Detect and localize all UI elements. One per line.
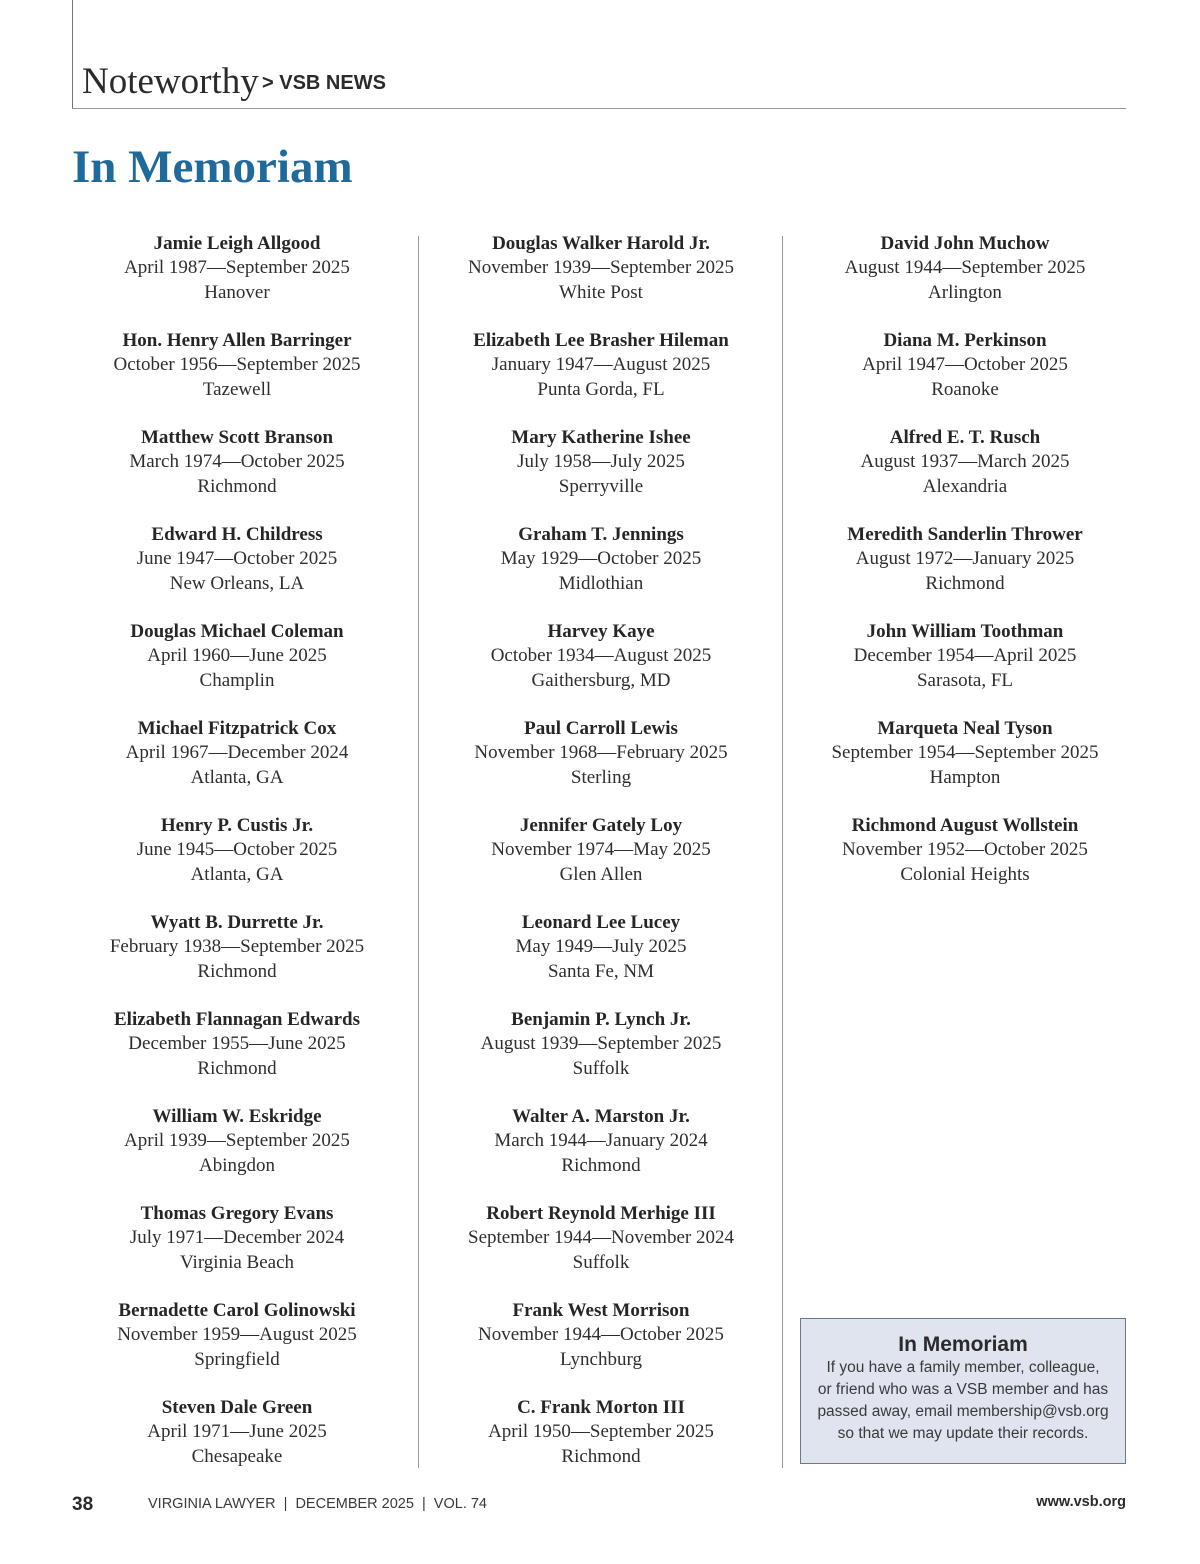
memorial-entry bbox=[440, 620, 762, 717]
memorial-entry bbox=[440, 717, 762, 814]
memorial-entry bbox=[440, 1299, 762, 1396]
memorial-place: Richmond bbox=[197, 475, 277, 497]
memorial-name: Henry P. Custis Jr. bbox=[160, 815, 314, 836]
memorial-place: Richmond bbox=[561, 1445, 641, 1467]
memorial-place: Hanover bbox=[204, 281, 270, 303]
memorial-entry bbox=[76, 329, 398, 426]
memorial-name: Leonard Lee Lucey bbox=[521, 912, 681, 933]
memorial-name: Steven Dale Green bbox=[161, 1397, 313, 1418]
memorial-entry bbox=[76, 1105, 398, 1202]
memorial-place: Midlothian bbox=[558, 572, 644, 594]
memorial-entry bbox=[440, 1008, 762, 1105]
memorial-name: David John Muchow bbox=[880, 233, 1050, 254]
memorial-dates: November 1939—September 2025 bbox=[468, 257, 734, 279]
memorial-place: Richmond bbox=[197, 1057, 277, 1079]
memorial-place: Sarasota, FL bbox=[916, 669, 1014, 691]
memorial-dates: September 1944—November 2024 bbox=[468, 1227, 734, 1249]
memorial-name: Bernadette Carol Golinowski bbox=[118, 1300, 356, 1321]
memorial-name: John William Toothman bbox=[866, 621, 1064, 642]
memorial-place: Atlanta, GA bbox=[190, 863, 284, 885]
memorial-entry bbox=[804, 814, 1126, 911]
memorial-column-2 bbox=[440, 232, 762, 1493]
memorial-dates: July 1958—July 2025 bbox=[517, 451, 685, 473]
memorial-entry bbox=[440, 426, 762, 523]
memorial-name: Jennifer Gately Loy bbox=[519, 815, 683, 836]
memorial-name: Frank West Morrison bbox=[512, 1300, 690, 1321]
memorial-entry bbox=[440, 232, 762, 329]
memorial-entry bbox=[440, 814, 762, 911]
memorial-entry bbox=[76, 1008, 398, 1105]
memorial-dates: November 1974—May 2025 bbox=[491, 839, 711, 861]
memorial-entry bbox=[76, 1396, 398, 1493]
memorial-name: Elizabeth Flannagan Edwards bbox=[114, 1009, 360, 1030]
memorial-place: Chesapeake bbox=[191, 1445, 283, 1467]
memorial-dates: May 1929—October 2025 bbox=[500, 548, 702, 570]
memorial-entry bbox=[440, 1202, 762, 1299]
memorial-entry bbox=[76, 426, 398, 523]
memorial-entry bbox=[76, 911, 398, 1008]
memorial-entry bbox=[76, 523, 398, 620]
memorial-dates: November 1952—October 2025 bbox=[842, 839, 1088, 861]
memorial-place: Abingdon bbox=[199, 1154, 275, 1176]
memorial-entry bbox=[440, 1105, 762, 1202]
memorial-entry bbox=[804, 232, 1126, 329]
page-title: In Memoriam bbox=[72, 141, 353, 193]
memorial-place: Santa Fe, NM bbox=[547, 960, 655, 982]
memorial-place: Suffolk bbox=[572, 1251, 630, 1273]
memoriam-notice-box bbox=[800, 1318, 1126, 1464]
memorial-entry bbox=[76, 717, 398, 814]
memorial-dates: April 1967—December 2024 bbox=[125, 742, 349, 764]
memorial-dates: April 1950—September 2025 bbox=[488, 1421, 714, 1443]
memorial-place: Champlin bbox=[199, 669, 275, 691]
memorial-dates: March 1974—October 2025 bbox=[129, 451, 345, 473]
memorial-name: Edward H. Childress bbox=[151, 524, 323, 545]
memorial-place: Hampton bbox=[929, 766, 1001, 788]
memorial-place: Virginia Beach bbox=[179, 1251, 295, 1273]
memorial-dates: December 1954—April 2025 bbox=[853, 645, 1077, 667]
memorial-column-1 bbox=[76, 232, 398, 1493]
memorial-dates: November 1944—October 2025 bbox=[478, 1324, 724, 1346]
header-left-rule bbox=[72, 0, 73, 108]
memorial-dates: April 1960—June 2025 bbox=[147, 645, 327, 667]
memorial-place: Gaithersburg, MD bbox=[531, 669, 671, 691]
memorial-dates: April 1971—June 2025 bbox=[147, 1421, 327, 1443]
memorial-place: Arlington bbox=[928, 281, 1002, 303]
memorial-dates: March 1944—January 2024 bbox=[494, 1130, 708, 1152]
memorial-name: Douglas Walker Harold Jr. bbox=[492, 233, 710, 254]
memorial-place: Suffolk bbox=[572, 1057, 630, 1079]
memorial-place: Roanoke bbox=[931, 378, 999, 400]
memorial-dates: August 1937—March 2025 bbox=[860, 451, 1070, 473]
memorial-name: Matthew Scott Branson bbox=[140, 427, 334, 448]
memorial-dates: May 1949—July 2025 bbox=[515, 936, 687, 958]
notice-line: If you have a family member, colleague, bbox=[826, 1359, 1100, 1376]
memorial-name: Meredith Sanderlin Thrower bbox=[847, 524, 1083, 545]
memorial-column-3 bbox=[804, 232, 1126, 911]
memorial-dates: October 1934—August 2025 bbox=[490, 645, 712, 667]
memorial-dates: August 1939—September 2025 bbox=[480, 1033, 722, 1055]
memorial-entry bbox=[76, 1299, 398, 1396]
memorial-dates: June 1947—October 2025 bbox=[136, 548, 338, 570]
memorial-place: Tazewell bbox=[202, 378, 272, 400]
memorial-name: Thomas Gregory Evans bbox=[140, 1203, 334, 1224]
memorial-place: Atlanta, GA bbox=[190, 766, 284, 788]
section-label: Noteworthy bbox=[82, 61, 259, 102]
memorial-name: Douglas Michael Coleman bbox=[130, 621, 344, 642]
notice-title: In Memoriam bbox=[898, 1333, 1028, 1356]
memorial-name: Robert Reynold Merhige III bbox=[486, 1203, 716, 1224]
column-divider bbox=[782, 236, 783, 1468]
memorial-name: Jamie Leigh Allgood bbox=[153, 233, 321, 254]
memorial-name: Harvey Kaye bbox=[547, 621, 655, 642]
notice-line: or friend who was a VSB member and has bbox=[817, 1381, 1109, 1398]
memorial-place: Springfield bbox=[194, 1348, 280, 1370]
memorial-entry bbox=[804, 620, 1126, 717]
column-divider bbox=[418, 236, 419, 1468]
memorial-place: Colonial Heights bbox=[900, 863, 1030, 885]
memorial-entry bbox=[76, 620, 398, 717]
memorial-dates: November 1959—August 2025 bbox=[117, 1324, 357, 1346]
memorial-entry bbox=[76, 814, 398, 911]
memorial-name: Diana M. Perkinson bbox=[883, 330, 1047, 351]
memorial-place: New Orleans, LA bbox=[169, 572, 305, 594]
memorial-name: Mary Katherine Ishee bbox=[511, 427, 691, 448]
memorial-dates: August 1944—September 2025 bbox=[844, 257, 1086, 279]
memorial-name: Paul Carroll Lewis bbox=[524, 718, 678, 739]
memorial-entry bbox=[804, 717, 1126, 814]
memorial-name: Benjamin P. Lynch Jr. bbox=[511, 1009, 691, 1030]
section-sublabel: > VSB NEWS bbox=[262, 72, 386, 94]
memorial-name: Michael Fitzpatrick Cox bbox=[137, 718, 337, 739]
memorial-name: Richmond August Wollstein bbox=[851, 815, 1079, 836]
memorial-name: Alfred E. T. Rusch bbox=[889, 427, 1041, 448]
memorial-name: C. Frank Morton III bbox=[517, 1397, 685, 1418]
memorial-name: Graham T. Jennings bbox=[518, 524, 684, 545]
memorial-name: Hon. Henry Allen Barringer bbox=[122, 330, 352, 351]
memorial-place: Richmond bbox=[925, 572, 1005, 594]
memorial-place: Alexandria bbox=[922, 475, 1008, 497]
memorial-dates: October 1956—September 2025 bbox=[113, 354, 361, 376]
memorial-entry bbox=[76, 232, 398, 329]
memorial-dates: April 1947—October 2025 bbox=[862, 354, 1068, 376]
memorial-name: Marqueta Neal Tyson bbox=[877, 718, 1053, 739]
header-rule bbox=[72, 108, 1126, 109]
memorial-entry bbox=[804, 329, 1126, 426]
notice-line: so that we may update their records. bbox=[837, 1425, 1089, 1442]
memorial-entry bbox=[804, 523, 1126, 620]
memorial-entry bbox=[440, 329, 762, 426]
memorial-place: Glen Allen bbox=[559, 863, 643, 885]
memorial-place: Sterling bbox=[570, 766, 632, 788]
memorial-place: Sperryville bbox=[558, 475, 644, 497]
memorial-dates: July 1971—December 2024 bbox=[129, 1227, 345, 1249]
memorial-name: Wyatt B. Durrette Jr. bbox=[150, 912, 324, 933]
memorial-place: Richmond bbox=[561, 1154, 641, 1176]
memorial-place: Punta Gorda, FL bbox=[537, 378, 665, 400]
memorial-dates: June 1945—October 2025 bbox=[136, 839, 338, 861]
memorial-dates: April 1939—September 2025 bbox=[124, 1130, 350, 1152]
memorial-entry bbox=[440, 911, 762, 1008]
memorial-name: Walter A. Marston Jr. bbox=[512, 1106, 690, 1127]
memorial-entry bbox=[76, 1202, 398, 1299]
memorial-place: Richmond bbox=[197, 960, 277, 982]
memorial-entry bbox=[440, 523, 762, 620]
memorial-name: Elizabeth Lee Brasher Hileman bbox=[473, 330, 729, 351]
memorial-dates: April 1987—September 2025 bbox=[124, 257, 350, 279]
website-url: www.vsb.org bbox=[1036, 1494, 1126, 1510]
memorial-dates: September 1954—September 2025 bbox=[831, 742, 1099, 764]
memorial-entry bbox=[440, 1396, 762, 1493]
page-number: 38 bbox=[72, 1494, 94, 1515]
memorial-dates: February 1938—September 2025 bbox=[109, 936, 365, 958]
memorial-dates: December 1955—June 2025 bbox=[128, 1033, 346, 1055]
memorial-dates: November 1968—February 2025 bbox=[474, 742, 728, 764]
memorial-dates: January 1947—August 2025 bbox=[491, 354, 711, 376]
notice-line: passed away, email membership@vsb.org bbox=[817, 1403, 1109, 1420]
memorial-place: White Post bbox=[559, 281, 643, 303]
memorial-place: Lynchburg bbox=[560, 1348, 642, 1370]
publication-info: VIRGINIA LAWYER | DECEMBER 2025 | VOL. 74 bbox=[148, 1496, 488, 1512]
memorial-dates: August 1972—January 2025 bbox=[855, 548, 1075, 570]
memorial-entry bbox=[804, 426, 1126, 523]
memorial-name: William W. Eskridge bbox=[152, 1106, 322, 1127]
